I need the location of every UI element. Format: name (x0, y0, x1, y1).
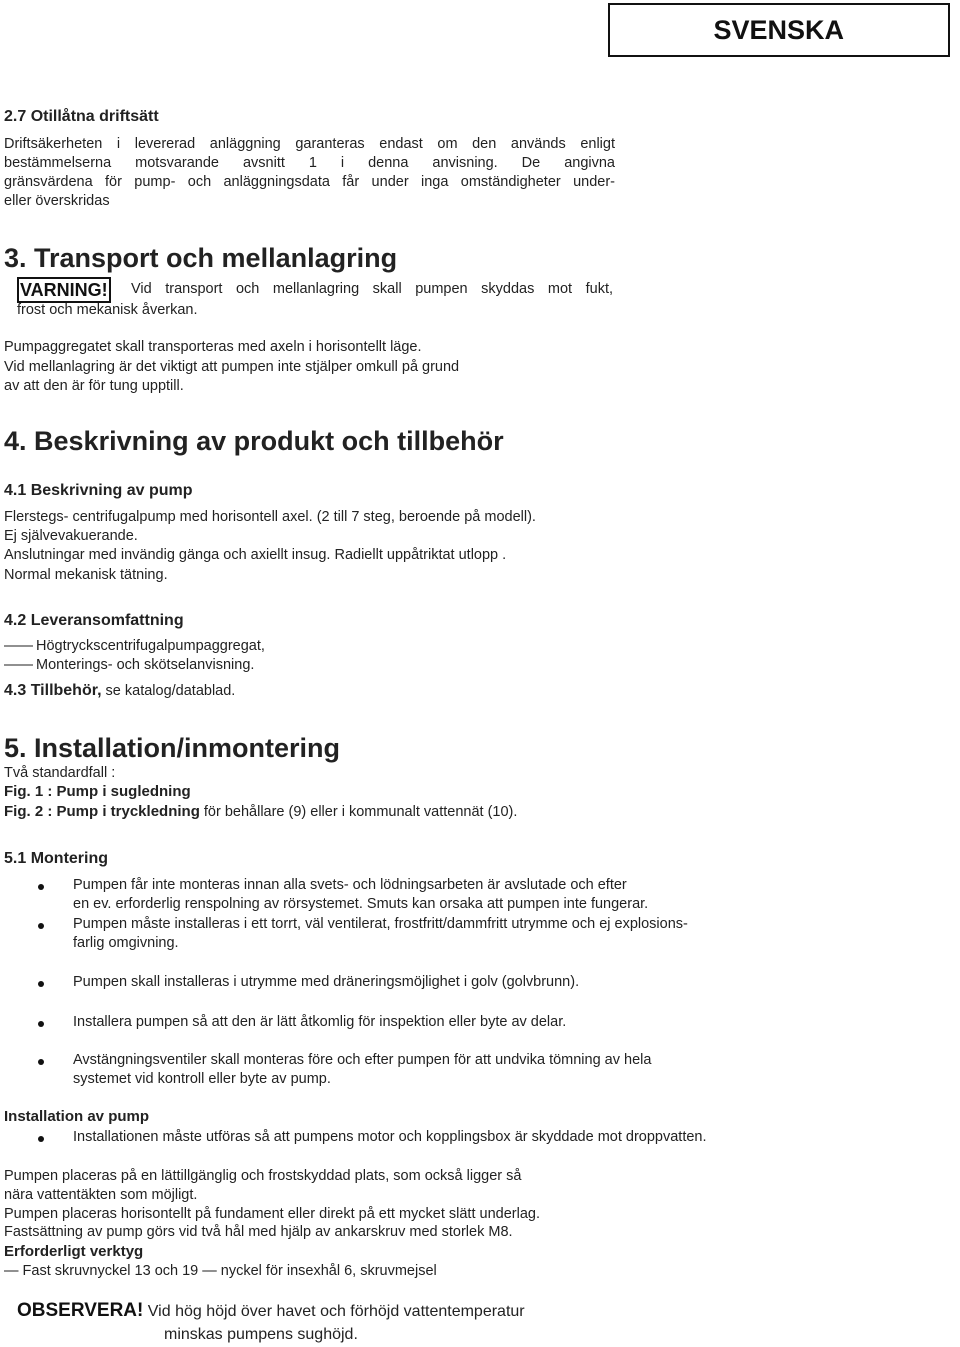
section-4-3-text: se katalog/datablad. (101, 683, 236, 699)
bullet-dot (38, 884, 44, 890)
s41-line-3: Anslutningar med invändig gänga och axiellt insug. Radiellt uppåtriktat utlopp . (4, 547, 507, 563)
tools-heading: Erforderligt verktyg (4, 1243, 144, 1260)
warning-label: VARNING! (17, 277, 111, 303)
s51-bullet-4: Installera pumpen så att den är lätt åtkomlig för inspektion eller byte av delar. (73, 1014, 567, 1030)
bullet-dot (38, 1136, 44, 1142)
s41-line-1: Flerstegs- centrifugalpump med horisontell axel. (2 till 7 steg, beroende på modell). (4, 509, 536, 525)
installation-p1-line-1: Pumpen placeras på en lättillgänglig och frostskyddad plats, som också ligger så (4, 1168, 522, 1184)
installation-bullet: Installationen måste utföras så att pumpens motor och kopplingsbox är skyddade mot droppvatten. (73, 1129, 707, 1145)
bullet-dot (38, 923, 44, 929)
s51-bullet-1-line-1: Pumpen får inte monteras innan alla svets- och lödningsarbeten är avslutade och efter (73, 877, 627, 893)
s51-bullet-5-line-2: systemet vid kontroll eller byte av pump. (73, 1071, 331, 1087)
s3-line-3: av att den är för tung upptill. (4, 378, 184, 394)
warning-text-line-1: Vid transport och mellanlagring skall pumpen skyddas mot fukt, (131, 281, 613, 297)
fig-1-caption: Fig. 1 : Pump i sugledning (4, 783, 191, 800)
observera-line-2: minskas pumpens sughöjd. (164, 1326, 358, 1343)
s3-line-2: Vid mellanlagring är det viktigt att pumpen inte stjälper omkull på grund (4, 359, 460, 375)
section-5-1-heading: 5.1 Montering (4, 850, 109, 867)
s51-bullet-3: Pumpen skall installeras i utrymme med dräneringsmöjlighet i golv (golvbrunn). (73, 974, 580, 990)
section-2-7-heading: 2.7 Otillåtna driftsätt (4, 108, 159, 125)
s51-bullet-5-line-1: Avstängningsventiler skall monteras före och efter pumpen för att undvika tömning av hela (73, 1052, 652, 1068)
observera-label: OBSERVERA! (17, 1300, 144, 1321)
bullet-dot (38, 1059, 44, 1065)
section-4-1-heading: 4.1 Beskrivning av pump (4, 482, 193, 499)
s41-line-2: Ej självevakuerande. (4, 528, 138, 544)
bullet-dot (38, 981, 44, 987)
language-label: SVENSKA (608, 3, 950, 57)
fig-2-caption: Fig. 2 : Pump i tryckledning för behållare (9) eller i kommunalt vattennät (10). (4, 803, 518, 820)
installation-p3: Fastsättning av pump görs vid två hål med hjälp av ankarskruv med storlek M8. (4, 1224, 513, 1240)
section-4-3-heading: 4.3 Tillbehör, (4, 682, 102, 699)
s27-line-2: bestämmelserna motsvarande avsnitt 1 i denna anvisning. De angivna (4, 155, 615, 171)
warning-text-line-2: frost och mekanisk åverkan. (17, 302, 198, 318)
s3-line-1: Pumpaggregatet skall transporteras med axeln i horisontellt läge. (4, 339, 422, 355)
bullet-dot (38, 1021, 44, 1027)
s27-line-4: eller överskridas (4, 193, 110, 209)
installation-heading: Installation av pump (4, 1108, 150, 1125)
section-4-2-heading: 4.2 Leveransomfattning (4, 612, 184, 629)
s51-bullet-2-line-2: farlig omgivning. (73, 935, 179, 951)
s5-intro: Två standardfall : (4, 765, 116, 781)
tools-item: — Fast skruvnyckel 13 och 19 — nyckel för insexhål 6, skruvmejsel (4, 1263, 437, 1279)
s51-bullet-2-line-1: Pumpen måste installeras i ett torrt, väl ventilerat, frostfritt/dammfritt utrymme och ej explosions- (73, 916, 688, 932)
section-4-3 (4, 682, 235, 700)
delivery-item: —— Högtryckscentrifugalpumpaggregat, (4, 638, 265, 654)
s51-bullet-1-line-2: en ev. erforderlig renspolning av rörsystemet. Smuts kan orsaka att pumpen inte fungerar. (73, 896, 649, 912)
s27-line-1: Driftsäkerheten i levererad anläggning garanteras endast om den används enligt (4, 136, 615, 152)
installation-p2: Pumpen placeras horisontellt på fundament eller direkt på ett mycket slätt underlag. (4, 1206, 540, 1222)
delivery-item: —— Monterings- och skötselanvisning. (4, 657, 255, 673)
section-5-heading: 5. Installation/inmontering (4, 733, 341, 763)
s41-line-4: Normal mekanisk tätning. (4, 567, 168, 583)
section-3-heading: 3. Transport och mellanlagring (4, 243, 398, 273)
section-4-heading: 4. Beskrivning av produkt och tillbehör (4, 426, 504, 456)
s27-line-3: gränsvärdena för pump- och anläggningsdata får under inga omständigheter under- (4, 174, 615, 190)
observera-line-1: Vid hög höjd över havet och förhöjd vattentemperatur (143, 1303, 525, 1320)
installation-p1-line-2: nära vattentäkten som möjligt. (4, 1187, 198, 1203)
observera-note (17, 1300, 525, 1322)
